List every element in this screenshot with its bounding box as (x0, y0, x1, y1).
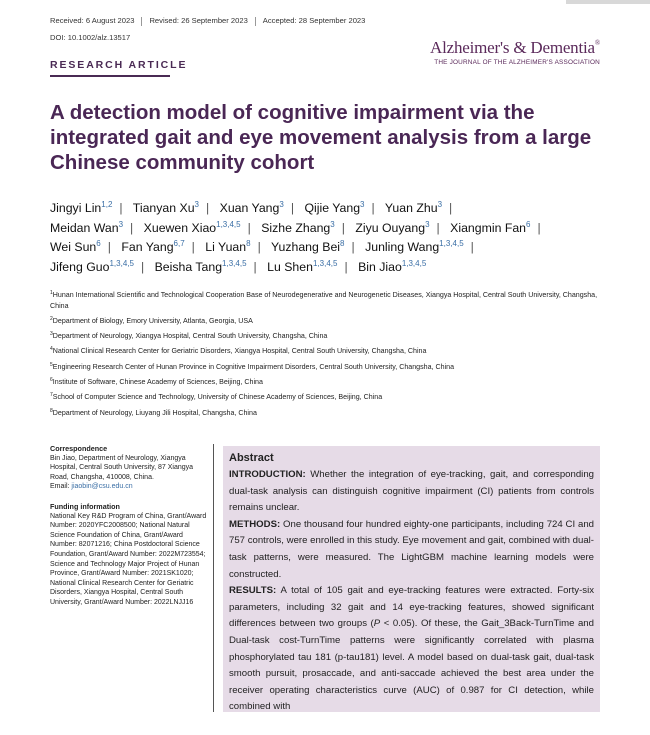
author[interactable]: Xuan Yang$^3$ (219, 200, 284, 215)
abstract-heading: Abstract (229, 452, 274, 464)
correspondence-text: Bin Jiao, Department of Neurology, Xiangya Hospital, Central South University, 87 Xiangya Road, Changsha, 410008, China. Email: jiaobin@csu.edu.cn (50, 454, 194, 491)
author[interactable]: Meidan Wan$^3$ (50, 219, 124, 235)
received-date: Received: 6 August 2023 (50, 16, 135, 25)
article-title: A detection model of cognitive impairment via the integrated gait and eye movement analysis from a large Chinese community cohort (50, 101, 592, 174)
author[interactable]: Ziyu Ouyang$^3$ (355, 219, 430, 235)
author-list: Jingyi Lin$^{1,2}$ | Tianyan Xu$^3$ | Xuan Yang$^3$ | Qijie Yang$^3$ | Yuan Zhu$^3$ | Meidan Wan$^3$ | Xuewen Xiao$^{1,3,4,5}$ | Sizhe Zhang$^3$ | Ziyu Ouyang$^3$ | Xiangmin Fan$^6$ | Wei Sun$^6$ | Fan Yang$^{6,7}$ | Li Yuan$^8$ | Yuzhang Bei$^8$ | Junling Wang$^{1,3,4,5}$ | Jifeng Guo$^{1,3,4,5}$ | Beisha Tang$^{1,3,4,5}$ | Lu Shen$^{1,3,4,5}$ | Bin Jiao$^{1,3,4,5}$ (50, 200, 541, 274)
affiliation-item: $^1$Hunan International Scientific and Technological Cooperation Base of Neurodegenerative and Neurogenetic Diseases, Xiangya Hospital, Central South University, Changsha, China (50, 290, 598, 310)
abstract-introduction: INTRODUCTION: Whether the integration of eye-tracking, gait, and corresponding dual-task analysis can distinguish cognitive impairment (CI) patients from controls remains unclear. (229, 469, 594, 514)
affiliation-item: $^5$Engineering Research Center of Hunan Province in Cognitive Impairment Disorders, Central South University, Changsha, China (50, 361, 455, 371)
accepted-date: Accepted: 28 September 2023 (262, 16, 366, 25)
funding-heading: Funding information (50, 501, 120, 511)
column-divider (213, 444, 214, 712)
abstract-methods: METHODS: One thousand four hundred eighty-one participants, including 724 CI and 757 controls, were enrolled in this study. Eye movement and gait, combined with dual-task patterns, were measured. The LightGBM machine learning models were constructed. (229, 518, 594, 580)
author[interactable]: Beisha Tang$^{1,3,4,5}$ (154, 258, 247, 274)
registered-mark: ® (594, 39, 600, 47)
section-label: RESEARCH ARTICLE (50, 59, 188, 71)
author[interactable]: Wei Sun$^6$ (50, 239, 101, 254)
author[interactable]: Yuan Zhu$^3$ (384, 200, 443, 215)
affiliation-item: $^3$Department of Neurology, Xiangya Hospital, Central South University, Changsha, China (50, 331, 328, 341)
date-separator (255, 17, 256, 26)
affiliation-item: $^4$National Clinical Research Center for Geriatric Disorders, Xiangya Hospital, Central South University, Changsha, China (50, 346, 427, 356)
affiliation-item: $^2$Department of Biology, Emory University, Atlanta, Georgia, USA (50, 315, 253, 325)
section-rule (50, 75, 170, 77)
article-dates (50, 16, 365, 26)
author[interactable]: Xuewen Xiao$^{1,3,4,5}$ (143, 219, 241, 235)
author[interactable]: Sizhe Zhang$^3$ (261, 219, 335, 235)
journal-subtitle: THE JOURNAL OF THE ALZHEIMER'S ASSOCIATION (434, 59, 600, 66)
abstract-results: RESULTS: A total of 105 gait and eye-tracking features were extracted. Forty-six parameters, including 32 gait and 14 eye-tracking features, showed significant differences between two groups (P < 0.05). Of these, the Gait_3Back-TurnTime and Dual-task cost-TurnTime patterns were significantly correlated with plasma phosphorylated tau 181 (p-tau181) level. A model based on dual-task gait, dual-task smooth pursuit, prosaccade, and anti-saccade achieved the best area under the receiver operating characteristics curve (AUC) of 0.987 for CI detection, while combined with (229, 585, 594, 712)
author[interactable]: Jingyi Lin$^{1,2}$ (50, 200, 113, 215)
author[interactable]: Li Yuan$^8$ (205, 239, 251, 254)
author[interactable]: Fan Yang$^{6,7}$ (121, 239, 185, 254)
author[interactable]: Tianyan Xu$^3$ (132, 200, 199, 215)
affiliation-item: $^7$School of Computer Science and Technology, University of Chinese Academy of Sciences, Beijing, China (50, 392, 383, 402)
author[interactable]: Yuzhang Bei$^8$ (270, 239, 345, 254)
doi[interactable]: DOI: 10.1002/alz.13517 (50, 33, 131, 42)
date-separator (141, 17, 142, 26)
author[interactable]: Jifeng Guo$^{1,3,4,5}$ (50, 258, 134, 274)
affiliation-list (50, 290, 600, 423)
affiliation-item: $^6$Institute of Software, Chinese Academy of Sciences, Beijing, China (50, 376, 263, 386)
author[interactable]: Qijie Yang$^3$ (304, 200, 365, 215)
email-link[interactable]: jiaobin@csu.edu.cn (71, 483, 133, 491)
funding-text: National Key R&D Program of China, Grant/Award Number: 2020YFC2008500; National Natural Science Foundation of China, Grant/Award Number: 82071216; China Postdoctoral Science Foundation, Grant/Award Number: 2022M723554; Science and Technology Major Project of Hunan Province, Grant/Award Number: 2021SK1020; National Clinical Research Center for Geriatric Disorders, Xiangya Hospital, Central South University, Grant/Award Number: 2022LNJJ16 (50, 512, 207, 606)
author[interactable]: Lu Shen$^{1,3,4,5}$ (267, 258, 338, 274)
article-sidebar (50, 444, 208, 608)
abstract-box (223, 446, 600, 712)
page-corner-shade (566, 0, 650, 4)
author[interactable]: Bin Jiao$^{1,3,4,5}$ (358, 258, 427, 274)
journal-name: Alzheimer's & Dementia® (430, 38, 600, 57)
revised-date: Revised: 26 September 2023 (149, 16, 248, 25)
correspondence-heading: Correspondence (50, 444, 108, 453)
affiliation-item: $^8$Department of Neurology, Liuyang Jili Hospital, Changsha, China (50, 407, 257, 417)
author[interactable]: Junling Wang$^{1,3,4,5}$ (365, 239, 464, 254)
author[interactable]: Xiangmin Fan$^6$ (450, 219, 531, 235)
journal-logo (418, 38, 600, 66)
